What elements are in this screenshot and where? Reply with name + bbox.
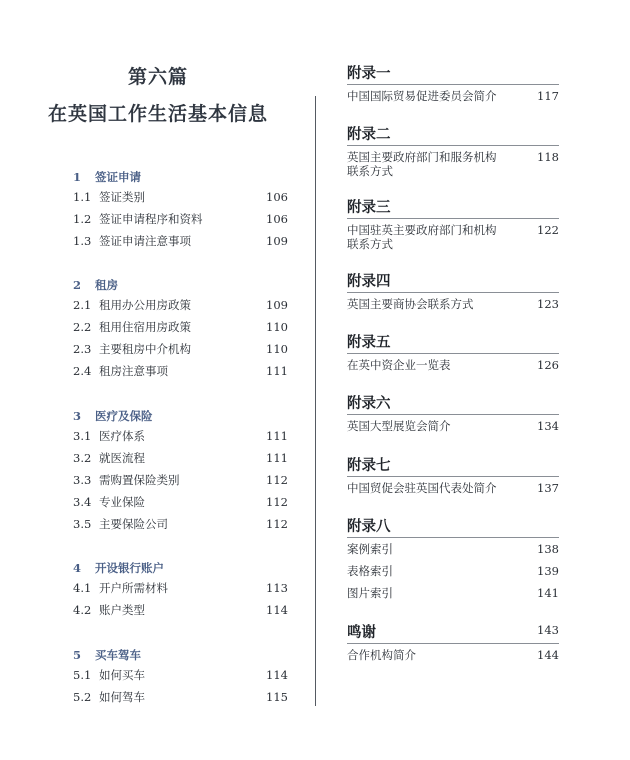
appendix-heading[interactable] bbox=[347, 270, 559, 291]
appendix-rule bbox=[347, 476, 559, 477]
entry-label: 需购置保险类别 bbox=[99, 473, 180, 487]
entry-number: 4.2 bbox=[73, 603, 92, 617]
entry-page-number: 115 bbox=[266, 690, 288, 704]
appendix-entry-page-number: 137 bbox=[537, 481, 559, 495]
entry-label: 专业保险 bbox=[99, 495, 145, 509]
appendix-entry-label: 中国国际贸易促进委员会简介 bbox=[347, 89, 497, 103]
appendix-heading[interactable] bbox=[347, 515, 559, 536]
section-number: 5 bbox=[73, 648, 82, 662]
appendix-entry-page-number: 122 bbox=[537, 223, 559, 237]
section-title: 开设银行账户 bbox=[95, 561, 164, 575]
appendix-entry[interactable] bbox=[347, 419, 559, 433]
entry-page-number: 112 bbox=[266, 473, 288, 487]
toc-entry[interactable] bbox=[73, 363, 288, 379]
appendix-entry[interactable] bbox=[347, 481, 559, 495]
entry-number: 3.4 bbox=[73, 495, 92, 509]
toc-entry[interactable] bbox=[73, 233, 288, 249]
appendix-heading[interactable] bbox=[347, 123, 559, 144]
appendix-title: 附录五 bbox=[347, 334, 391, 351]
toc-entry[interactable] bbox=[73, 428, 288, 444]
entry-page-number: 109 bbox=[266, 234, 288, 248]
section-number: 3 bbox=[73, 409, 82, 423]
entry-number: 1.1 bbox=[73, 190, 92, 204]
entry-page-number: 111 bbox=[266, 429, 288, 443]
toc-entry[interactable] bbox=[73, 689, 288, 705]
appendix-entry-label: 英国大型展览会简介 bbox=[347, 419, 451, 433]
appendix-rule bbox=[347, 537, 559, 538]
appendix-title: 附录三 bbox=[347, 199, 391, 216]
entry-page-number: 109 bbox=[266, 298, 288, 312]
appendix-entry[interactable] bbox=[347, 586, 559, 600]
appendix-heading[interactable] bbox=[347, 62, 559, 83]
entry-label: 主要租房中介机构 bbox=[99, 342, 191, 356]
entry-number: 4.1 bbox=[73, 581, 92, 595]
section-number: 1 bbox=[73, 170, 82, 184]
appendix-rule bbox=[347, 292, 559, 293]
toc-entry[interactable] bbox=[73, 319, 288, 335]
appendix-entry-label: 中国贸促会驻英国代表处简介 bbox=[347, 481, 497, 495]
entry-page-number: 111 bbox=[266, 364, 288, 378]
section-title: 租房 bbox=[95, 278, 118, 292]
entry-page-number: 110 bbox=[266, 342, 288, 356]
entry-page-number: 114 bbox=[266, 603, 288, 617]
entry-label: 签证申请程序和资料 bbox=[99, 212, 203, 226]
entry-label: 就医流程 bbox=[99, 451, 145, 465]
appendix-entry[interactable] bbox=[347, 542, 559, 556]
appendix-entry[interactable] bbox=[347, 89, 559, 103]
appendix-entry-label: 合作机构简介 bbox=[347, 648, 416, 662]
toc-entry[interactable] bbox=[73, 189, 288, 205]
entry-label: 签证类别 bbox=[99, 190, 145, 204]
appendix-entry-page-number: 141 bbox=[537, 586, 559, 600]
appendix-entry-page-number: 126 bbox=[537, 358, 559, 372]
toc-entry[interactable] bbox=[73, 341, 288, 357]
toc-section-heading[interactable] bbox=[73, 647, 141, 663]
appendix-entry-page-number: 139 bbox=[537, 564, 559, 578]
toc-entry[interactable] bbox=[73, 516, 288, 532]
appendix-entry[interactable] bbox=[347, 150, 559, 178]
appendix-entry-page-number: 118 bbox=[537, 150, 559, 164]
appendix-rule bbox=[347, 84, 559, 85]
entry-number: 5.1 bbox=[73, 668, 92, 682]
entry-number: 1.3 bbox=[73, 234, 92, 248]
entry-label: 账户类型 bbox=[99, 603, 145, 617]
entry-number: 2.1 bbox=[73, 298, 92, 312]
appendix-entry[interactable] bbox=[347, 223, 559, 251]
entry-number: 2.3 bbox=[73, 342, 92, 356]
appendix-entry-page-number: 117 bbox=[537, 89, 559, 103]
appendix-entry-label: 英国主要政府部门和服务机构联系方式 bbox=[347, 150, 497, 178]
entry-page-number: 112 bbox=[266, 517, 288, 531]
entry-label: 医疗体系 bbox=[99, 429, 145, 443]
appendix-entry[interactable] bbox=[347, 297, 559, 311]
appendix-rule bbox=[347, 353, 559, 354]
appendix-heading[interactable] bbox=[347, 331, 559, 352]
section-number: 2 bbox=[73, 278, 82, 292]
entry-number: 5.2 bbox=[73, 690, 92, 704]
appendix-title: 附录一 bbox=[347, 65, 391, 82]
entry-number: 3.1 bbox=[73, 429, 92, 443]
section-title: 医疗及保险 bbox=[95, 409, 153, 423]
entry-page-number: 112 bbox=[266, 495, 288, 509]
entry-number: 3.5 bbox=[73, 517, 92, 531]
entry-label: 开户所需材料 bbox=[99, 581, 168, 595]
toc-entry[interactable] bbox=[73, 602, 288, 618]
entry-page-number: 113 bbox=[266, 581, 288, 595]
entry-number: 2.4 bbox=[73, 364, 92, 378]
appendix-entry[interactable] bbox=[347, 358, 559, 372]
appendix-entry-label: 图片索引 bbox=[347, 586, 393, 600]
appendix-title: 附录四 bbox=[347, 273, 391, 290]
entry-label: 主要保险公司 bbox=[99, 517, 168, 531]
entry-label: 如何买车 bbox=[99, 668, 145, 682]
entry-label: 如何驾车 bbox=[99, 690, 145, 704]
appendix-entry-page-number: 144 bbox=[537, 648, 559, 662]
appendix-entry-label: 案例索引 bbox=[347, 542, 393, 556]
column-divider bbox=[315, 96, 316, 706]
appendix-rule bbox=[347, 643, 559, 644]
appendix-entry-label: 英国主要商协会联系方式 bbox=[347, 297, 474, 311]
appendix-entry[interactable] bbox=[347, 564, 559, 578]
appendix-title: 附录八 bbox=[347, 518, 391, 535]
appendix-title: 附录六 bbox=[347, 395, 391, 412]
section-title: 签证申请 bbox=[95, 170, 141, 184]
toc-section-heading[interactable] bbox=[73, 408, 153, 424]
appendix-heading[interactable] bbox=[347, 621, 559, 642]
toc-entry[interactable] bbox=[73, 667, 288, 683]
appendix-entry-page-number: 138 bbox=[537, 542, 559, 556]
appendix-entry[interactable] bbox=[347, 648, 559, 662]
appendix-entry-label: 中国驻英主要政府部门和机构联系方式 bbox=[347, 223, 497, 251]
section-title: 买车驾车 bbox=[95, 648, 141, 662]
appendix-heading[interactable] bbox=[347, 196, 559, 217]
appendix-rule bbox=[347, 145, 559, 146]
entry-number: 1.2 bbox=[73, 212, 92, 226]
entry-page-number: 114 bbox=[266, 668, 288, 682]
toc-section-heading[interactable] bbox=[73, 277, 118, 293]
appendix-entry-label: 在英中资企业一览表 bbox=[347, 358, 451, 372]
appendix-title: 附录二 bbox=[347, 126, 391, 143]
toc-entry[interactable] bbox=[73, 494, 288, 510]
appendix-entry-page-number: 134 bbox=[537, 419, 559, 433]
toc-section-heading[interactable] bbox=[73, 560, 164, 576]
entry-number: 2.2 bbox=[73, 320, 92, 334]
appendix-page-number: 143 bbox=[537, 623, 559, 637]
appendix-title: 鸣谢 bbox=[347, 624, 376, 641]
toc-entry[interactable] bbox=[73, 450, 288, 466]
entry-number: 3.3 bbox=[73, 473, 92, 487]
entry-number: 3.2 bbox=[73, 451, 92, 465]
entry-label: 租用办公用房政策 bbox=[99, 298, 191, 312]
appendix-entry-page-number: 123 bbox=[537, 297, 559, 311]
entry-page-number: 111 bbox=[266, 451, 288, 465]
section-number: 4 bbox=[73, 561, 82, 575]
appendix-title: 附录七 bbox=[347, 457, 391, 474]
toc-entry[interactable] bbox=[73, 211, 288, 227]
appendix-rule bbox=[347, 414, 559, 415]
part-title: 第六篇 bbox=[127, 66, 188, 88]
entry-label: 租用住宿用房政策 bbox=[99, 320, 191, 334]
entry-label: 租房注意事项 bbox=[99, 364, 168, 378]
appendix-heading[interactable] bbox=[347, 454, 559, 475]
entry-page-number: 106 bbox=[266, 212, 288, 226]
appendix-entry-label: 表格索引 bbox=[347, 564, 393, 578]
appendix-heading[interactable] bbox=[347, 392, 559, 413]
toc-section-heading[interactable] bbox=[73, 169, 141, 185]
entry-label: 签证申请注意事项 bbox=[99, 234, 191, 248]
entry-page-number: 110 bbox=[266, 320, 288, 334]
toc-entry[interactable] bbox=[73, 297, 288, 313]
toc-entry[interactable] bbox=[73, 472, 288, 488]
part-subtitle: 在英国工作生活基本信息 bbox=[47, 103, 268, 125]
appendix-rule bbox=[347, 218, 559, 219]
toc-entry[interactable] bbox=[73, 580, 288, 596]
entry-page-number: 106 bbox=[266, 190, 288, 204]
